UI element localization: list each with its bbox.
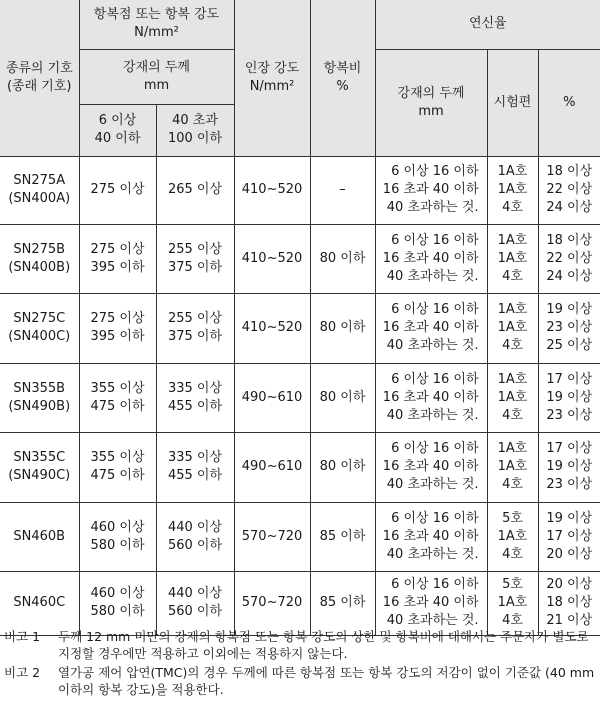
elong-percent-cell: 17 이상 19 이상 23 이상 — [538, 432, 600, 502]
elong-percent-cell: 19 이상 23 이상 25 이상 — [538, 293, 600, 363]
grade-cell: SN275B (SN400B) — [0, 224, 79, 293]
note-label: 비고 2 — [4, 665, 41, 680]
yield-low-cell: 275 이상 — [79, 156, 156, 224]
specimen-cell: 5호 1A호 4호 — [487, 571, 538, 635]
elong-thickness-cell: 6 이상 16 이하 16 초과 40 이하 40 초과하는 것. — [375, 571, 487, 635]
elong-thickness-cell: 6 이상 16 이하 16 초과 40 이하 40 초과하는 것. — [375, 432, 487, 502]
yield-ratio-cell: – — [310, 156, 375, 224]
specimen-cell: 1A호 1A호 4호 — [487, 224, 538, 293]
elong-thickness-cell: 6 이상 16 이하 16 초과 40 이하 40 초과하는 것. — [375, 293, 487, 363]
yield-high-cell: 335 이상 455 이하 — [156, 432, 234, 502]
note-text: 두께 12 mm 미만의 강재의 항복점 또는 항복 강도의 상한 및 항복비에 대해서는 주문자가 별도로 지정할 경우에만 적용하고 이외에는 적용하지 않는다. — [58, 629, 589, 661]
tensile-cell: 410~520 — [234, 156, 310, 224]
grade-cell: SN355C (SN490C) — [0, 432, 79, 502]
grade-cell: SN460C — [0, 571, 79, 635]
elong-thickness-cell: 6 이상 16 이하 16 초과 40 이하 40 초과하는 것. — [375, 156, 487, 224]
grade-cell: SN275A (SN400A) — [0, 156, 79, 224]
specimen-cell: 5호 1A호 4호 — [487, 502, 538, 571]
header-percent: % — [538, 49, 600, 156]
table-row — [0, 224, 600, 293]
header-yield-ratio: 항복비 % — [310, 0, 375, 156]
yield-ratio-cell: 80 이하 — [310, 293, 375, 363]
tensile-cell: 490~610 — [234, 432, 310, 502]
header-yield-thickness: 강재의 두께 mm — [79, 49, 234, 104]
tensile-cell: 570~720 — [234, 502, 310, 571]
header-tensile: 인장 강도 N/mm² — [234, 0, 310, 156]
elong-percent-cell: 17 이상 19 이상 23 이상 — [538, 363, 600, 432]
yield-high-cell: 335 이상 455 이하 — [156, 363, 234, 432]
yield-ratio-cell: 80 이하 — [310, 224, 375, 293]
yield-high-cell: 265 이상 — [156, 156, 234, 224]
yield-ratio-cell: 80 이하 — [310, 432, 375, 502]
specimen-cell: 1A호 1A호 4호 — [487, 156, 538, 224]
tensile-cell: 410~520 — [234, 293, 310, 363]
specimen-cell: 1A호 1A호 4호 — [487, 293, 538, 363]
yield-low-cell: 355 이상 475 이하 — [79, 363, 156, 432]
yield-low-cell: 355 이상 475 이하 — [79, 432, 156, 502]
table-row — [0, 363, 600, 432]
header-specimen: 시험편 — [487, 49, 538, 156]
yield-high-cell: 440 이상 560 이하 — [156, 571, 234, 635]
note-2 — [4, 664, 596, 698]
elong-percent-cell: 18 이상 22 이상 24 이상 — [538, 224, 600, 293]
yield-low-cell: 460 이상 580 이하 — [79, 571, 156, 635]
tensile-cell: 490~610 — [234, 363, 310, 432]
table-row — [0, 571, 600, 635]
grade-cell: SN460B — [0, 502, 79, 571]
table-row — [0, 293, 600, 363]
notes — [0, 628, 600, 700]
tensile-cell: 570~720 — [234, 571, 310, 635]
yield-low-cell: 275 이상 395 이하 — [79, 293, 156, 363]
yield-high-cell: 255 이상 375 이하 — [156, 293, 234, 363]
yield-ratio-cell: 80 이하 — [310, 363, 375, 432]
elong-percent-cell: 19 이상 17 이상 20 이상 — [538, 502, 600, 571]
table-row — [0, 156, 600, 224]
elong-thickness-cell: 6 이상 16 이하 16 초과 40 이하 40 초과하는 것. — [375, 363, 487, 432]
elong-thickness-cell: 6 이상 16 이하 16 초과 40 이하 40 초과하는 것. — [375, 502, 487, 571]
note-1 — [4, 628, 596, 662]
yield-high-cell: 255 이상 375 이하 — [156, 224, 234, 293]
yield-high-cell: 440 이상 560 이하 — [156, 502, 234, 571]
header-elongation: 연신율 — [375, 0, 600, 49]
note-label: 비고 1 — [4, 629, 41, 644]
specimen-cell: 1A호 1A호 4호 — [487, 432, 538, 502]
header-yield: 항복점 또는 항복 강도 N/mm² — [79, 0, 234, 49]
yield-ratio-cell: 85 이하 — [310, 502, 375, 571]
yield-low-cell: 460 이상 580 이하 — [79, 502, 156, 571]
grade-cell: SN275C (SN400C) — [0, 293, 79, 363]
header-grade: 종류의 기호 (종래 기호) — [0, 0, 79, 156]
elong-percent-cell: 18 이상 22 이상 24 이상 — [538, 156, 600, 224]
header-yield-sub-1: 6 이상 40 이하 — [79, 104, 156, 156]
tensile-cell: 410~520 — [234, 224, 310, 293]
table-row — [0, 432, 600, 502]
elong-percent-cell: 20 이상 18 이상 21 이상 — [538, 571, 600, 635]
yield-ratio-cell: 85 이하 — [310, 571, 375, 635]
table-row — [0, 502, 600, 571]
header-yield-sub-2: 40 초과 100 이하 — [156, 104, 234, 156]
specimen-cell: 1A호 1A호 4호 — [487, 363, 538, 432]
grade-cell: SN355B (SN490B) — [0, 363, 79, 432]
note-text: 열가공 제어 압연(TMC)의 경우 두께에 따른 항복점 또는 항복 강도의 저감이 없이 기준값 (40 mm 이하의 항복 강도)을 적용한다. — [58, 665, 595, 697]
elong-thickness-cell: 6 이상 16 이하 16 초과 40 이하 40 초과하는 것. — [375, 224, 487, 293]
yield-low-cell: 275 이상 395 이하 — [79, 224, 156, 293]
header-elong-thickness: 강재의 두께 mm — [375, 49, 487, 156]
